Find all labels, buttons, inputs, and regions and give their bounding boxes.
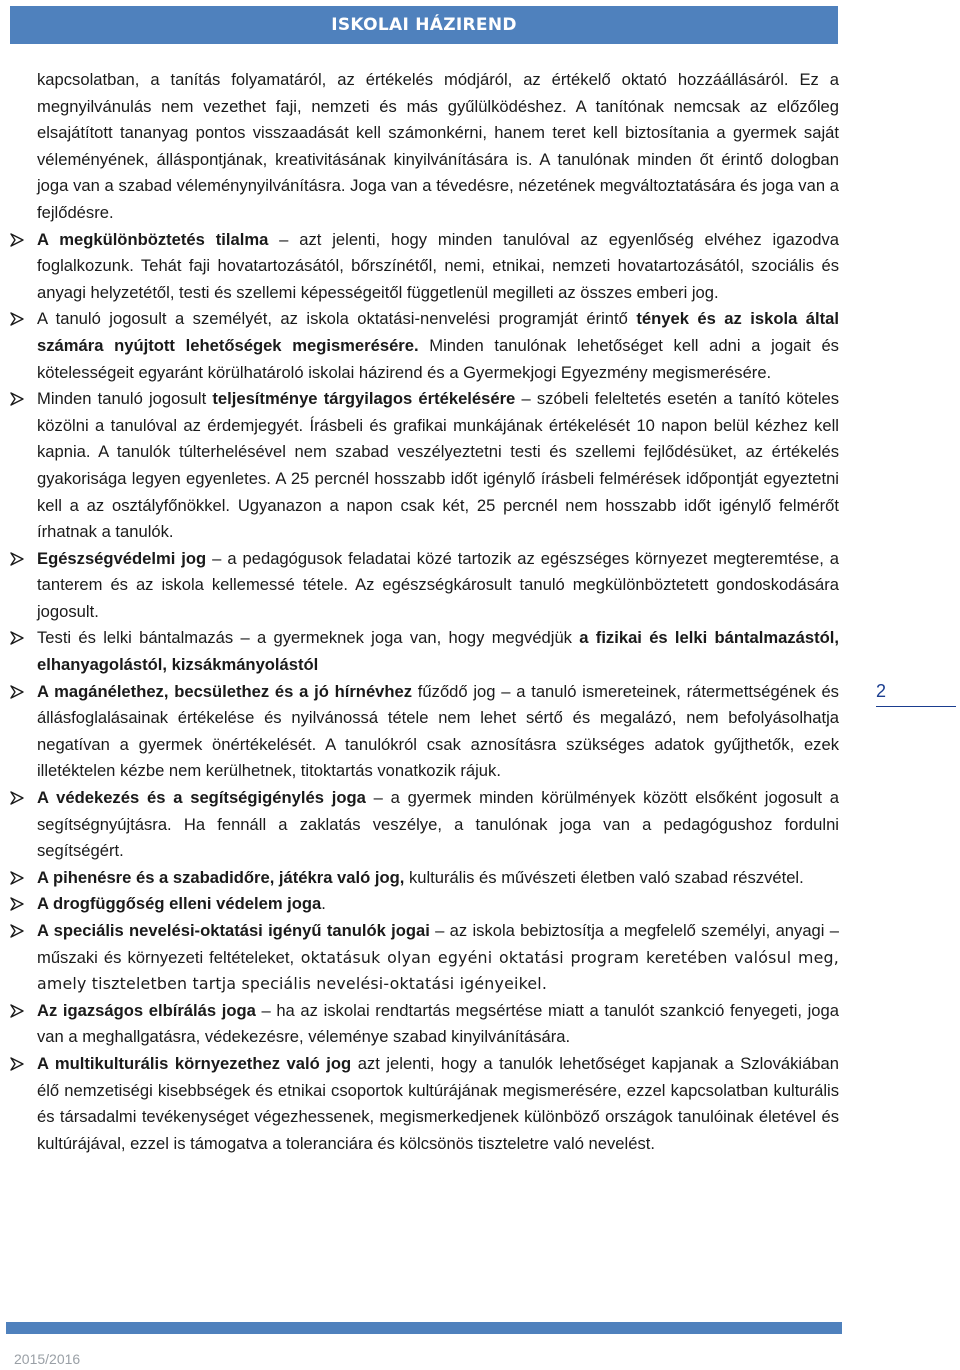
arrow-right-bullet-icon [10,998,26,1024]
list-item [37,679,839,785]
list-item [37,865,839,892]
arrow-right-bullet-icon [10,891,26,917]
intro-paragraph: kapcsolatban, a tanítás folyamatáról, az értékelés módjáról, az értékelő oktató hozzáállásáról. Ez a megnyilvánulás nem vezethet faji, nemzeti és más gyűlülködéshez. A tanítónak nemcsak az előzőleg elsajátított tananyag pontos visszaadását kell számonkérni, hanem teret kell biztosítania a gyermek saját véleményének, álláspontjának, kreativitásának kinyilvánítására is. A tanulónak minden őt érintő dologban joga van a szabad véleménynyilvánításra. Joga van a tévedésre, nézetének megváltoztatására és joga van a fejlődésre. [37,70,839,222]
arrow-right-bullet-icon [10,918,26,944]
list-item-bold-text: teljesítménye tárgyilagos értékelésére [212,389,516,409]
arrow-right-bullet-icon [10,785,26,811]
list-item-bold-text: A védekezés és a segítségigénylés joga [37,788,366,808]
list-item [37,785,839,865]
arrow-right-bullet-icon [10,306,26,332]
list-item [37,1051,839,1157]
page-number: 2 [876,681,956,707]
list-item-mono-text: oktatásuk olyan egyéni oktatási program keretében valósul meg, amely tiszteletben tartja speciális nevelési-oktatási igényeikel. [37,947,839,994]
list-item-bold-text: A multikulturális környezethez való jog [37,1053,352,1073]
arrow-right-bullet-icon [10,546,26,572]
list-item [37,998,839,1051]
list-item-post-text: – azt jelenti, hogy minden tanulóval az egyenlőség elvéhez igazodva foglalkozunk. Tehát faji hovatartozásától, bőrszínétől, nemi, etnikai, nemzeti hovatartozásától, szociális és anyagi helyzetétől, testi és szellemi képességeitől függetlenül megilleti az összes emberi jog. [37,229,839,302]
list-item-post-text: azt jelenti, hogy a tanulók lehetőséget kapjanak a Szlovákiában élő nemzetiségi kisebbségek és etnikai csoportok kultúrájának megismerésére, ezzel kapcsolatban kulturális és társadalmi tevékenységet végezhessenek, megismerkedjenek különböző országok tanulóinak életével és kultúrájával, ezzel is támogatva a toleranciára és kölcsönös tiszteletre való nevelést. [37,1053,839,1153]
list-item [37,386,839,546]
list-item-pre-text: A tanuló jogosult a személyét, az iskola oktatási-nenvelési programját érintő [37,309,637,329]
list-item [37,918,839,998]
list-item-post-text: – ha az iskolai rendtartás megsértése miatt a tanulót szankció fenyegeti, joga van a meghallgatásra, védekezésre, véleménye szabad kinyilvánítására. [37,1000,839,1047]
list-item-bold-text: A megkülönböztetés tilalma [37,229,269,249]
list-item-post-text: kulturális és művészeti életben való szabad részvétel. [404,867,804,887]
list-item-pre-text: Testi és lelki bántalmazás – a gyermeknek joga van, hogy megvédjük [37,628,580,648]
rights-list [37,227,839,1158]
header-bar [10,6,838,44]
list-item [37,306,839,386]
arrow-right-bullet-icon [10,625,26,651]
list-item-bold-text: Egészségvédelmi jog [37,548,207,568]
arrow-right-bullet-icon [10,1051,26,1077]
arrow-right-bullet-icon [10,227,26,253]
list-item-bold-text: A pihenésre és a szabadidőre, játékra való jog, [37,867,405,887]
list-item-bold-text: Az igazságos elbírálás joga [37,1000,256,1020]
list-item-post-text: – az iskola bebiztosítja a megfelelő személyi, anyagi – műszaki és környezeti feltételeket, [37,921,839,967]
arrow-right-bullet-icon [10,679,26,705]
list-item-post-text: . [321,894,326,914]
list-item [37,227,839,307]
document-body [37,67,839,1157]
list-item-post-text: – szóbeli feleltetés esetén a tanító köteles közölni a tanulóval az érdemjegyét. Írásbeli és grafikai munkájának értékelését 10 napon belül kézhez kell kapnia. A tanulók túlterhelésével nem szabad veszélyeztetni testi és szellemi fejlődésüket, az értékelés gyakorisága legyen egyenletes. A 25 percnél hosszabb időt igénylő írásbeli felmérések időpontját egyeztetni kell a az osztályfőnökkel. Ugyanazon a napon csak két, 25 percnél nem hosszabb időt igénylő felmérőt írhatnak a tanulók. [37,389,839,542]
footer-year: 2015/2016 [14,1351,81,1367]
list-item-bold-text: a fizikai és lelki bántalmazástól, elhanyagolástól, kizsákmányolástól [37,628,839,675]
list-item-pre-text: Minden tanuló jogosult [37,389,213,409]
arrow-right-bullet-icon [10,386,26,412]
footer-bar [6,1322,842,1334]
list-item-post-text: – a gyermek minden körülmények között elsőként jogosult a segítségnyújtásra. Ha fennáll a zaklatás veszélye, a tanulónak joga van a pedagógushoz fordulni segítségért. [37,788,839,861]
list-item-bold-text: A speciális nevelési-oktatási igényű tanulók jogai [37,921,430,940]
list-item-bold-text: tények és az iskola által számára nyújtott lehetőségek megismerésére. [37,309,840,355]
arrow-right-bullet-icon [10,865,26,891]
list-item [37,891,839,918]
list-item-bold-text: A magánélethez, becsülethez és a jó hírnévhez [37,681,413,701]
list-item-post-text: Minden tanulónak lehetőséget kell adni a jogait és kötelességeit egyaránt körülhatároló iskolai házirend és a Gyermekjogi Egyezmény megismerésére. [37,335,839,382]
document-title: ISKOLAI HÁZIREND [331,15,517,35]
list-item [37,546,839,626]
list-item-bold-text: A drogfüggőség elleni védelem joga [37,894,322,914]
list-item-post-text: fűződő jog – a tanuló ismereteinek, rátermettségének és állásfoglalásainak értékelése és nyilvánossá tétele nem lehet sértő és megalázó, nem befolyásolhatja negatívan a gyermek önértékelését. A tanulókról csak aznosításra szükséges adatok gyűjthetők, ezek illetéktelen kézbe nem kerülhetnek, titoktartás vonatkozik rájuk. [37,681,839,781]
list-item [37,625,839,678]
list-item-post-text: – a pedagógusok feladatai közé tartozik az egészséges környezet megteremtése, a tanterem és az iskola kellemessé tétele. Az egészségkárosult tanuló megkülönböztetett gondoskodására jogosult. [37,548,839,621]
